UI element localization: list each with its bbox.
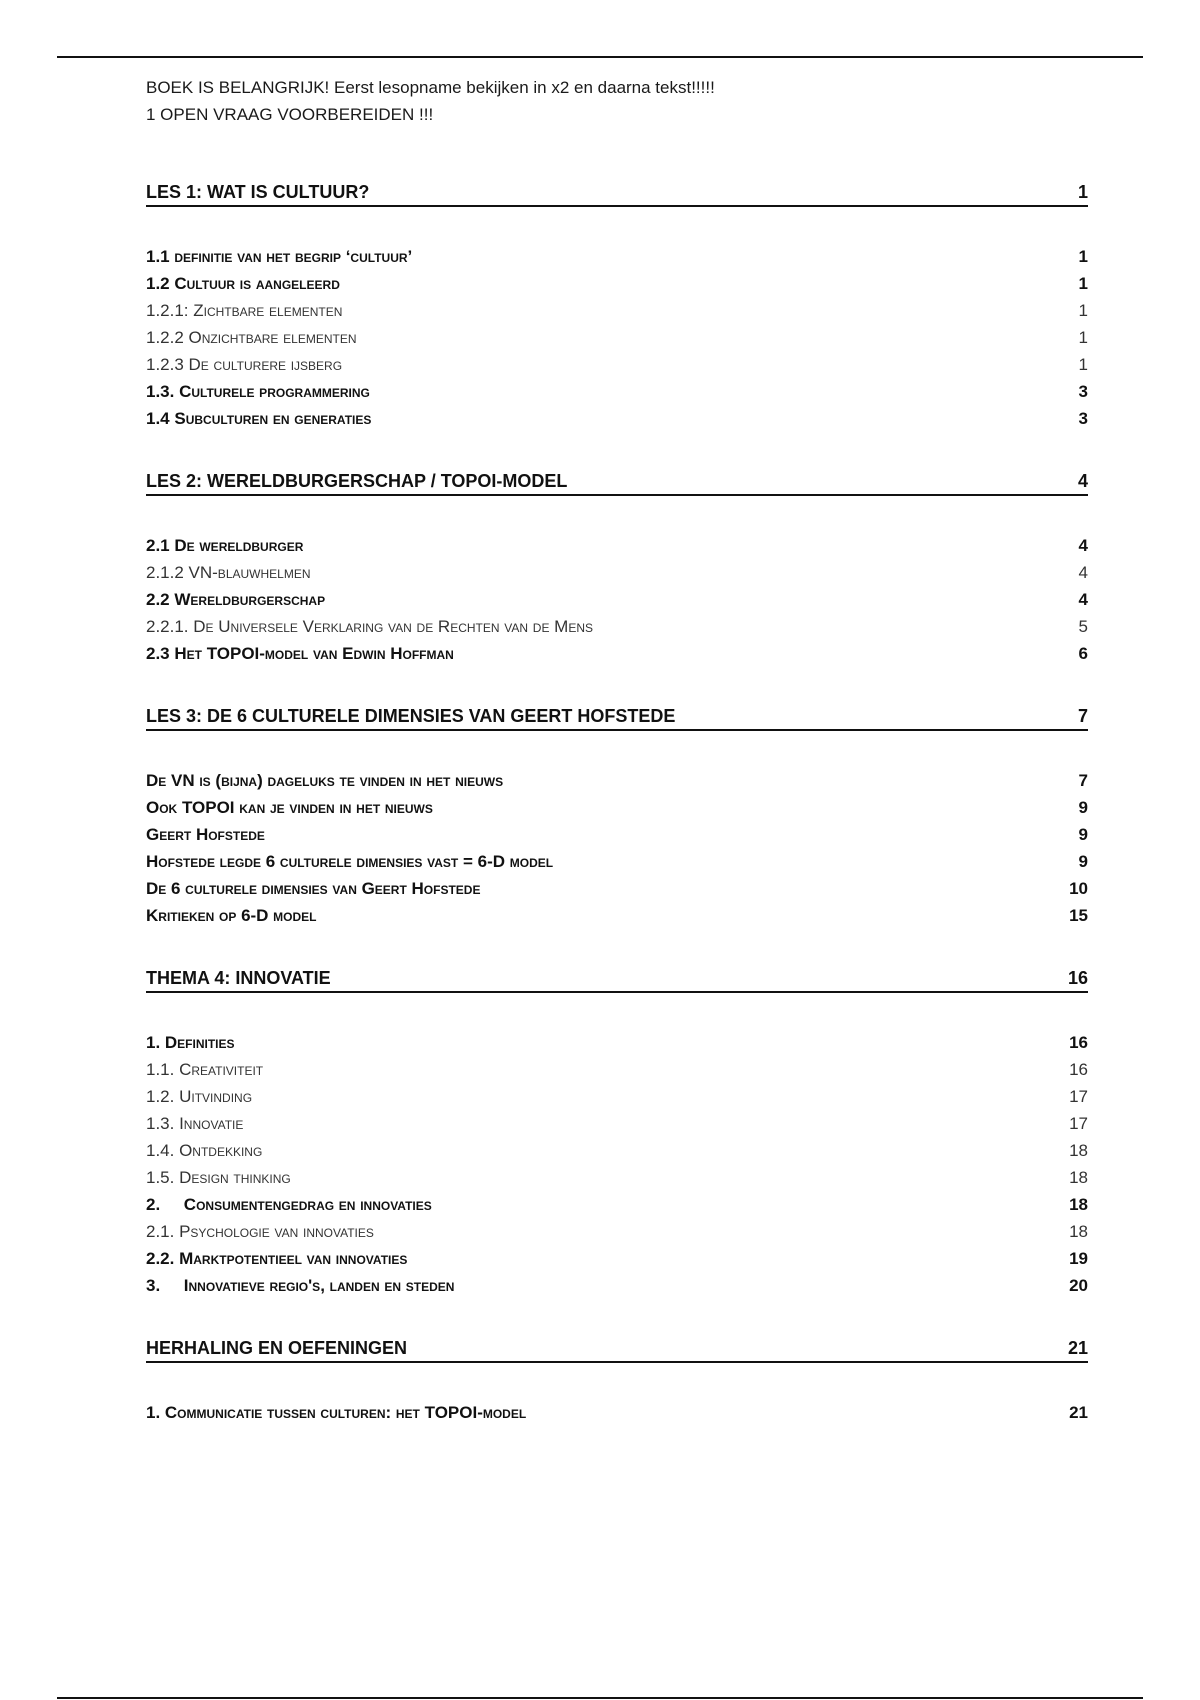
- entry-page: 20: [1069, 1276, 1088, 1295]
- toc-entry[interactable]: [146, 1056, 1088, 1083]
- entry-page: 17: [1069, 1114, 1088, 1133]
- toc-entry[interactable]: [146, 405, 1088, 432]
- entry-page: 1: [1078, 328, 1088, 347]
- study-notes: [146, 74, 1088, 128]
- entry-label: 3. Innovatieve regio's, landen en steden: [146, 1276, 455, 1295]
- entry-label: 1.3. Innovatie: [146, 1114, 244, 1133]
- entry-page: 1: [1078, 274, 1088, 293]
- toc-heading-link[interactable]: [146, 1336, 1088, 1363]
- toc-entry[interactable]: [146, 324, 1088, 351]
- toc-section: [146, 704, 1088, 929]
- entry-label: 1.2.3 De culturere ijsberg: [146, 355, 343, 374]
- toc-entry[interactable]: [146, 1218, 1088, 1245]
- entry-label: Hofstede legde 6 culturele dimensies vast = 6-D model: [146, 852, 554, 871]
- section-page: 1: [1077, 182, 1088, 202]
- entry-page: 19: [1069, 1249, 1088, 1268]
- entry-page: 7: [1078, 771, 1088, 790]
- entry-label: Geert Hofstede: [146, 825, 265, 844]
- toc-entry[interactable]: [146, 1164, 1088, 1191]
- entry-label: 1.2.2 Onzichtbare elementen: [146, 328, 357, 347]
- entry-page: 6: [1078, 644, 1088, 663]
- entry-page: 18: [1069, 1222, 1088, 1241]
- toc-section: [146, 1336, 1088, 1426]
- entry-label: 2.2 Wereldburgerschap: [146, 590, 326, 609]
- entry-label: 1.2.1: Zichtbare elementen: [146, 301, 343, 320]
- entry-label: 1.1. Creativiteit: [146, 1060, 264, 1079]
- entry-label: 1. Communicatie tussen culturen: het TOPOI-model: [146, 1403, 527, 1422]
- section-page: 4: [1077, 471, 1088, 491]
- toc-section: [146, 180, 1088, 432]
- entry-label: 2.3 Het TOPOI-model van Edwin Hoffman: [146, 644, 454, 663]
- entry-page: 16: [1069, 1060, 1088, 1079]
- entry-page: 21: [1069, 1403, 1088, 1422]
- entry-page: 5: [1078, 617, 1088, 636]
- entry-page: 9: [1078, 798, 1088, 817]
- toc-entry[interactable]: [146, 902, 1088, 929]
- toc-entry[interactable]: [146, 1029, 1088, 1056]
- toc-entry[interactable]: [146, 297, 1088, 324]
- toc-entry[interactable]: [146, 243, 1088, 270]
- section-page: 16: [1067, 968, 1088, 988]
- toc-entry[interactable]: [146, 270, 1088, 297]
- toc-section: [146, 966, 1088, 1299]
- entry-label: 2.1 De wereldburger: [146, 536, 304, 555]
- toc-heading-link[interactable]: [146, 704, 1088, 731]
- section-title: LES 3: DE 6 CULTURELE DIMENSIES VAN GEERT HOFSTEDE: [146, 706, 676, 726]
- entry-label: 1.4 Subculturen en generaties: [146, 409, 372, 428]
- entry-page: 18: [1069, 1141, 1088, 1160]
- page-bottom-rule: [57, 1697, 1143, 1699]
- entry-label: 1.2. Uitvinding: [146, 1087, 253, 1106]
- toc-entry[interactable]: [146, 1191, 1088, 1218]
- toc-entry[interactable]: [146, 875, 1088, 902]
- section-title: HERHALING EN OEFENINGEN: [146, 1338, 408, 1358]
- entry-page: 18: [1069, 1168, 1088, 1187]
- toc-entry[interactable]: [146, 821, 1088, 848]
- entry-page: 3: [1078, 382, 1088, 401]
- entry-page: 15: [1069, 906, 1088, 925]
- toc-entry[interactable]: [146, 1083, 1088, 1110]
- table-of-contents: [146, 74, 1088, 1426]
- entry-label: De VN is (bijna) dageluks te vinden in het nieuws: [146, 771, 504, 790]
- entry-page: 9: [1078, 825, 1088, 844]
- entry-page: 1: [1078, 247, 1088, 266]
- toc-entry[interactable]: [146, 1399, 1088, 1426]
- entry-label: 1.3. Culturele programmering: [146, 382, 370, 401]
- entry-page: 9: [1078, 852, 1088, 871]
- entry-label: 2.2. Marktpotentieel van innovaties: [146, 1249, 408, 1268]
- section-page: 7: [1077, 706, 1088, 726]
- toc-entry[interactable]: [146, 640, 1088, 667]
- toc-entry[interactable]: [146, 613, 1088, 640]
- toc-heading-link[interactable]: [146, 180, 1088, 207]
- section-title: LES 2: WERELDBURGERSCHAP / TOPOI-MODEL: [146, 471, 568, 491]
- entry-label: Ook TOPOI kan je vinden in het nieuws: [146, 798, 433, 817]
- entry-label: De 6 culturele dimensies van Geert Hofstede: [146, 879, 481, 898]
- toc-entry[interactable]: [146, 559, 1088, 586]
- entry-page: 18: [1069, 1195, 1088, 1214]
- entry-label: 2. Consumentengedrag en innovaties: [146, 1195, 432, 1214]
- toc-entry[interactable]: [146, 848, 1088, 875]
- entry-label: 1.4. Ontdekking: [146, 1141, 263, 1160]
- toc-entry[interactable]: [146, 1272, 1088, 1299]
- toc-entry[interactable]: [146, 1110, 1088, 1137]
- entry-page: 4: [1078, 536, 1088, 555]
- toc-entry[interactable]: [146, 351, 1088, 378]
- entry-label: 2.1.2 VN-blauwhelmen: [146, 563, 311, 582]
- entry-label: 2.1. Psychologie van innovaties: [146, 1222, 374, 1241]
- entry-page: 17: [1069, 1087, 1088, 1106]
- note-line: 1 OPEN VRAAG VOORBEREIDEN !!!: [146, 105, 434, 124]
- toc-entry[interactable]: [146, 378, 1088, 405]
- entry-label: 2.2.1. De Universele Verklaring van de Rechten van de Mens: [146, 617, 594, 636]
- toc-heading-link[interactable]: [146, 469, 1088, 496]
- entry-page: 4: [1078, 563, 1088, 582]
- entry-page: 3: [1078, 409, 1088, 428]
- entry-page: 1: [1078, 301, 1088, 320]
- toc-entry[interactable]: [146, 586, 1088, 613]
- section-page: 21: [1067, 1338, 1088, 1358]
- page-top-rule: [57, 56, 1143, 58]
- entry-page: 16: [1069, 1033, 1088, 1052]
- entry-label: 1.1 definitie van het begrip ‘cultuur’: [146, 247, 413, 266]
- note-line: BOEK IS BELANGRIJK! Eerst lesopname bekijken in x2 en daarna tekst!!!!!: [146, 78, 715, 97]
- entry-page: 1: [1078, 355, 1088, 374]
- entry-page: 4: [1078, 590, 1088, 609]
- entry-label: 1. Definities: [146, 1033, 235, 1052]
- toc-heading-link[interactable]: [146, 966, 1088, 993]
- toc-entry[interactable]: [146, 1137, 1088, 1164]
- toc-entry[interactable]: [146, 532, 1088, 559]
- entry-label: Kritieken op 6-D model: [146, 906, 317, 925]
- section-title: THEMA 4: INNOVATIE: [146, 968, 331, 988]
- toc-section: [146, 469, 1088, 667]
- section-title: LES 1: WAT IS CULTUUR?: [146, 182, 370, 202]
- entry-label: 1.5. Design thinking: [146, 1168, 291, 1187]
- toc-entry[interactable]: [146, 767, 1088, 794]
- toc-entry[interactable]: [146, 1245, 1088, 1272]
- toc-entry[interactable]: [146, 794, 1088, 821]
- entry-label: 1.2 Cultuur is aangeleerd: [146, 274, 340, 293]
- entry-page: 10: [1069, 879, 1088, 898]
